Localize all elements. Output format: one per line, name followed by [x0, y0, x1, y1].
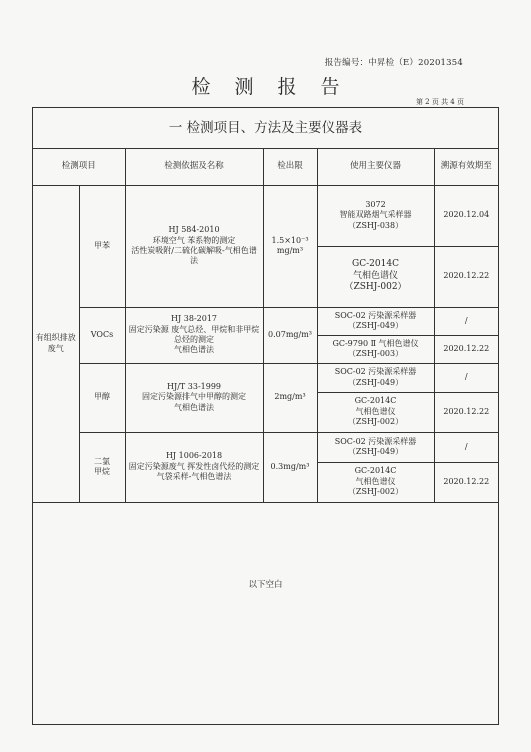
col-header-method: 检测依据及名称 [125, 148, 263, 185]
method-instrument-table [33, 148, 498, 503]
validity-cell: 2020.12.04 [434, 185, 498, 246]
col-header-limit: 检出限 [263, 148, 317, 185]
col-header-item: 检测项目 [33, 148, 125, 185]
method-cell: HJ 1006-2018 固定污染源废气 挥发性卤代烃的测定 气袋采样-气相色谱法 [125, 432, 263, 502]
method-cell: HJ 38-2017 固定污染源 废气总烃、甲烷和非甲烷总烃的测定 气相色谱法 [125, 307, 263, 363]
table-row [33, 363, 498, 392]
report-sheet [32, 107, 499, 725]
instrument-cell: SOC-02 污染源采样器 （ZSHJ-049） [317, 307, 434, 335]
instrument-cell: SOC-02 污染源采样器 （ZSHJ-049） [317, 432, 434, 462]
col-header-instrument: 使用主要仪器 [317, 148, 434, 185]
item-cell: 甲苯 [79, 185, 125, 307]
instrument-cell: 3072 智能双路烟气采样器 （ZSHJ-038） [317, 185, 434, 246]
page-number: 第 2 页 共 4 页 [415, 98, 464, 106]
item-cell: 甲醇 [79, 363, 125, 432]
instrument-cell: GC-2014C 气相色谱仪 （ZSHJ-002） [317, 392, 434, 432]
blank-below-note: 以下空白 [248, 580, 283, 590]
table-row [33, 432, 498, 462]
section-title: 一 检测项目、方法及主要仪器表 [33, 108, 498, 149]
report-number: 报告编号：中昇检（E）20201354 [324, 58, 463, 68]
validity-cell: 2020.12.22 [434, 392, 498, 432]
validity-cell: / [434, 363, 498, 392]
validity-cell: / [434, 432, 498, 462]
limit-cell: 1.5×10⁻³ mg/m³ [263, 185, 317, 307]
instrument-cell: GC-9790 Ⅱ 气相色谱仪 （ZSHJ-003） [317, 335, 434, 363]
item-cell: 二氯 甲烷 [79, 432, 125, 502]
page-title: 检测报告 [191, 76, 364, 98]
method-cell: HJ/T 33-1999 固定污染源排气中甲醇的测定 气相色谱法 [125, 363, 263, 432]
limit-cell: 0.3mg/m³ [263, 432, 317, 502]
table-header-row [33, 148, 498, 185]
item-cell: VOCs [79, 307, 125, 363]
validity-cell: 2020.12.22 [434, 335, 498, 363]
col-header-validity: 溯源有效期至 [434, 148, 498, 185]
validity-cell: / [434, 307, 498, 335]
method-cell: HJ 584-2010 环境空气 苯系物的测定 活性炭吸附/二硫化碳解吸-气相色谱法 [125, 185, 263, 307]
validity-cell: 2020.12.22 [434, 246, 498, 307]
validity-cell: 2020.12.22 [434, 462, 498, 502]
limit-cell: 0.07mg/m³ [263, 307, 317, 363]
limit-cell: 2mg/m³ [263, 363, 317, 432]
table-row [33, 307, 498, 335]
category-cell: 有组织排放废气 [33, 185, 79, 502]
table-row [33, 185, 498, 246]
instrument-cell: GC-2014C 气相色谱仪 （ZSHJ-002） [317, 462, 434, 502]
instrument-cell: GC-2014C 气相色谱仪 （ZSHJ-002） [317, 246, 434, 307]
instrument-cell: SOC-02 污染源采样器 （ZSHJ-049） [317, 363, 434, 392]
